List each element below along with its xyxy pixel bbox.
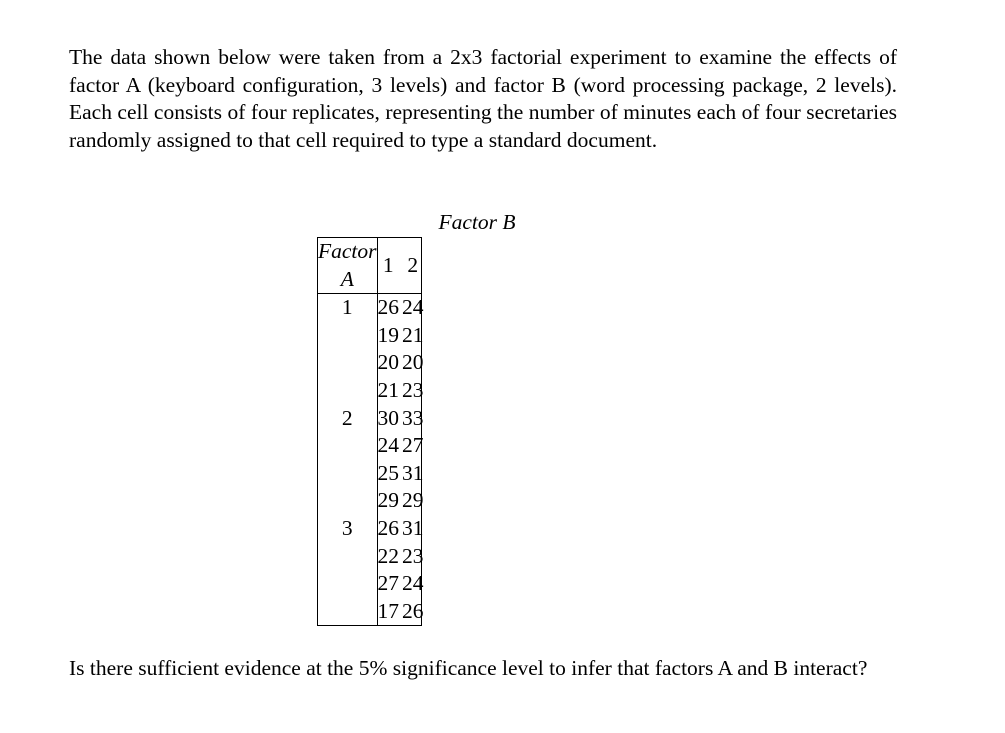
factor-a-level-cell bbox=[318, 543, 378, 571]
intro-paragraph: The data shown below were taken from a 2x3 factorial experiment to examine the effects of factor A (keyboard configuration, 3 levels) and factor B (word processing package, 2 levels). Each cell consists of four replicates, representing the number of minutes each of four secretaries randomly assigned to that cell required to type a standard document. bbox=[69, 45, 897, 152]
factorial-data-table bbox=[317, 237, 422, 626]
factor-a-header: Factor A bbox=[318, 238, 378, 294]
table-row bbox=[318, 460, 422, 488]
factor-b2-value-cell bbox=[399, 322, 424, 350]
question-paragraph: Is there sufficient evidence at the 5% significance level to infer that factors A and B interact? bbox=[69, 656, 868, 680]
table-body bbox=[318, 294, 422, 626]
factor-b1-value-cell bbox=[377, 598, 399, 626]
factor-b2-value-cell bbox=[399, 377, 424, 405]
factor-b1-value-cell bbox=[377, 322, 399, 350]
table-row bbox=[318, 322, 422, 350]
factor-a-level-cell bbox=[318, 570, 378, 598]
factor-b1-value: 20 bbox=[377, 350, 400, 375]
factor-b2-value: 24 bbox=[402, 295, 424, 320]
factor-a-level-cell: 2 bbox=[318, 405, 378, 433]
factor-b2-value-cell bbox=[399, 432, 424, 460]
factor-b1-value-cell bbox=[377, 377, 399, 405]
table-row bbox=[318, 405, 422, 433]
factor-a-level-cell bbox=[318, 349, 378, 377]
factor-a-level-cell bbox=[318, 432, 378, 460]
factor-a-level-cell bbox=[318, 487, 378, 515]
factor-b1-value: 21 bbox=[377, 377, 400, 402]
factor-b2-value: 31 bbox=[402, 460, 424, 485]
factor-b1-value: 26 bbox=[377, 295, 400, 320]
factor-b1-value: 22 bbox=[377, 543, 400, 568]
table-row bbox=[318, 543, 422, 571]
factor-b2-value-cell bbox=[399, 598, 424, 626]
factor-b-level-2-label: 2 bbox=[407, 252, 419, 277]
factor-b-level-1-header bbox=[377, 238, 399, 294]
factor-b1-value: 25 bbox=[377, 460, 400, 485]
factor-b1-value: 27 bbox=[377, 571, 400, 596]
factor-b-level-1-label: 1 bbox=[382, 252, 394, 277]
table-header-row bbox=[318, 238, 422, 294]
table-row bbox=[318, 598, 422, 626]
factor-b2-value: 31 bbox=[402, 515, 424, 540]
factor-b1-value-cell bbox=[377, 460, 399, 488]
factor-b1-value-cell bbox=[377, 487, 399, 515]
factor-b2-value-cell bbox=[399, 294, 424, 322]
factor-b2-value: 27 bbox=[402, 433, 424, 458]
factor-a-level-cell bbox=[318, 322, 378, 350]
factor-a-level-cell bbox=[318, 598, 378, 626]
table-row bbox=[318, 570, 422, 598]
factor-b1-value: 17 bbox=[377, 598, 400, 623]
factor-b1-value-cell bbox=[377, 405, 399, 433]
factor-b1-value-cell bbox=[377, 570, 399, 598]
factor-a-level-cell bbox=[318, 377, 378, 405]
factor-b2-value: 23 bbox=[402, 543, 424, 568]
table-row bbox=[318, 349, 422, 377]
factor-b-level-2-header bbox=[399, 238, 421, 294]
factor-b2-value-cell bbox=[399, 405, 424, 433]
factor-b2-value: 33 bbox=[402, 405, 424, 430]
factor-a-level-cell: 1 bbox=[318, 294, 378, 322]
factor-b2-value-cell bbox=[399, 543, 424, 571]
factor-b-caption: Factor B bbox=[438, 210, 516, 234]
table-row bbox=[318, 432, 422, 460]
table-row bbox=[318, 515, 422, 543]
factor-b2-value: 24 bbox=[402, 571, 424, 596]
factor-b1-value: 30 bbox=[377, 405, 400, 430]
factor-b1-value: 29 bbox=[377, 488, 400, 513]
factor-b2-value: 29 bbox=[402, 488, 424, 513]
factor-b1-value-cell bbox=[377, 349, 399, 377]
factor-b2-value-cell bbox=[399, 460, 424, 488]
factor-b1-value: 26 bbox=[377, 515, 400, 540]
factor-b2-value-cell bbox=[399, 349, 424, 377]
factor-b2-value: 23 bbox=[402, 377, 424, 402]
factor-b2-value-cell bbox=[399, 515, 424, 543]
factor-b2-value: 26 bbox=[402, 598, 424, 623]
factor-a-level-cell: 3 bbox=[318, 515, 378, 543]
factor-b1-value: 19 bbox=[377, 322, 400, 347]
table-row bbox=[318, 294, 422, 322]
table-row bbox=[318, 487, 422, 515]
factor-b1-value-cell bbox=[377, 294, 399, 322]
table-row bbox=[318, 377, 422, 405]
factor-b2-value-cell bbox=[399, 487, 424, 515]
factor-b2-value: 20 bbox=[402, 350, 424, 375]
factor-b2-value-cell bbox=[399, 570, 424, 598]
factor-b1-value-cell bbox=[377, 515, 399, 543]
factor-b1-value-cell bbox=[377, 432, 399, 460]
factor-b2-value: 21 bbox=[402, 322, 424, 347]
factor-b1-value-cell bbox=[377, 543, 399, 571]
factor-a-level-cell bbox=[318, 460, 378, 488]
factor-b1-value: 24 bbox=[377, 433, 400, 458]
